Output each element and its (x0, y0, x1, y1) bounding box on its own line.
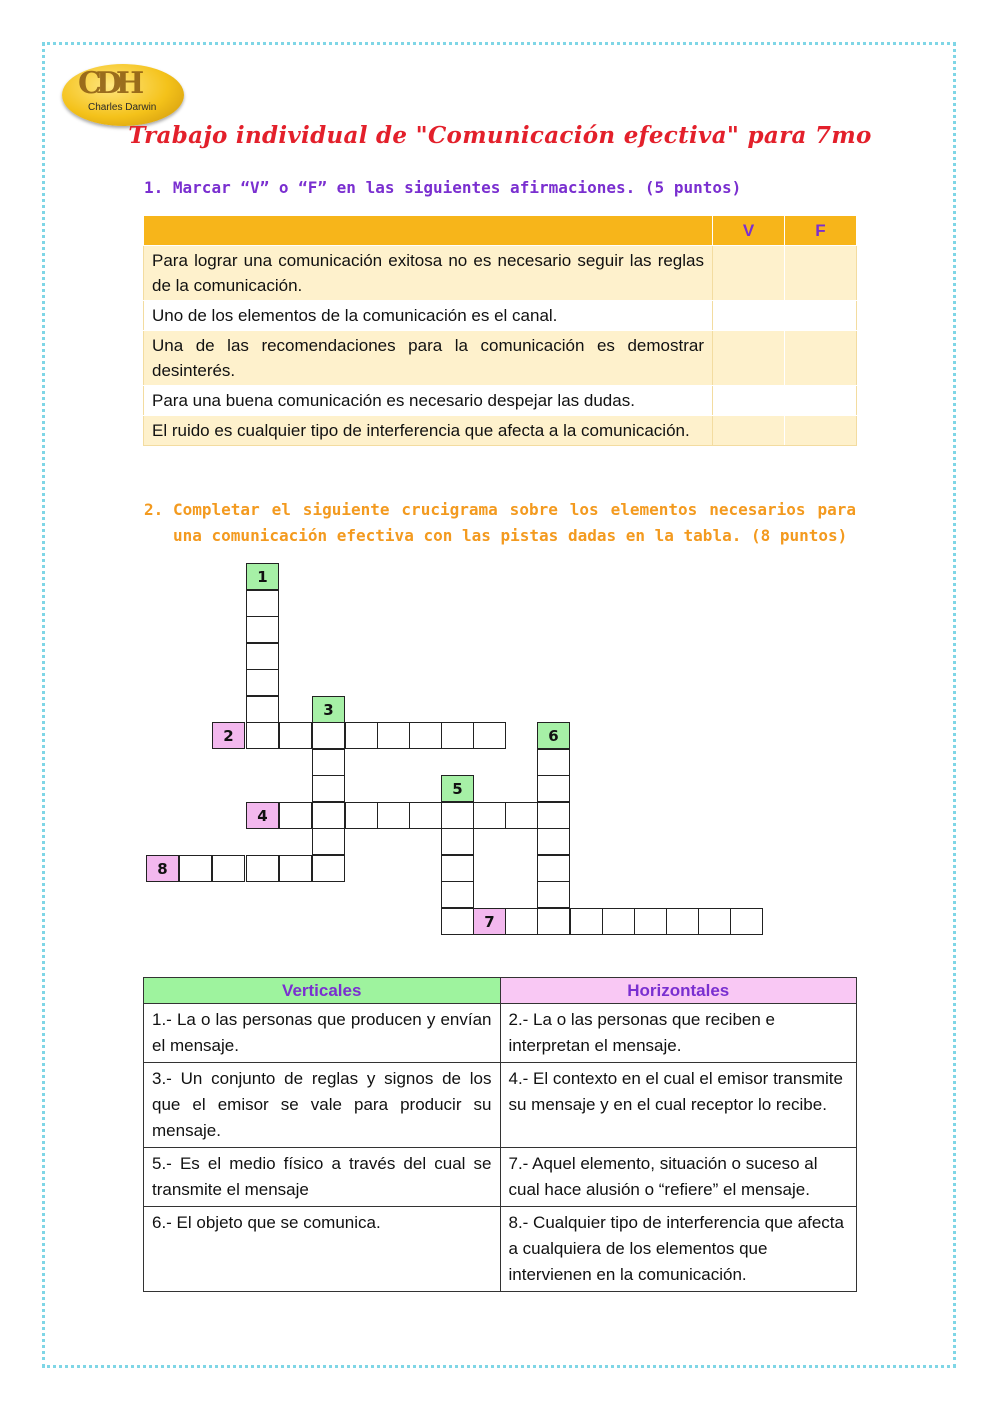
crossword-answer-cell[interactable] (441, 828, 474, 855)
horizontal-clue: 4.- El contexto en el cual el emisor transmite su mensaje y en el cual receptor lo recibe. (500, 1063, 857, 1148)
question-2-number: 2. (144, 500, 164, 519)
crossword-clue-number-cell: 2 (212, 722, 245, 749)
crossword-answer-cell[interactable] (377, 722, 410, 749)
crossword-answer-cell[interactable] (179, 855, 212, 882)
clue-row (144, 1063, 857, 1148)
v-answer-cell[interactable] (713, 301, 785, 331)
crossword-clue-number-cell: 1 (246, 563, 279, 590)
crossword-answer-cell[interactable] (537, 908, 570, 935)
horizontales-header: Horizontales (500, 978, 857, 1004)
crossword-answer-cell[interactable] (666, 908, 699, 935)
crossword-answer-cell[interactable] (570, 908, 603, 935)
crossword-answer-cell[interactable] (698, 908, 731, 935)
statement-row (144, 246, 857, 301)
question-1 (144, 178, 741, 197)
clues-table (143, 977, 857, 1292)
crossword-answer-cell[interactable] (312, 828, 345, 855)
clue-row (144, 1148, 857, 1207)
crossword-answer-cell[interactable] (441, 802, 474, 829)
crossword-answer-cell[interactable] (279, 722, 312, 749)
crossword-answer-cell[interactable] (537, 881, 570, 908)
f-column-header: F (785, 216, 857, 246)
crossword-answer-cell[interactable] (537, 828, 570, 855)
statement-text: Para lograr una comunicación exitosa no es necesario seguir las reglas de la comunicación. (144, 246, 713, 301)
vertical-clue: 1.- La o las personas que producen y envían el mensaje. (144, 1004, 501, 1063)
v-answer-cell[interactable] (713, 416, 785, 446)
v-answer-cell[interactable] (713, 246, 785, 301)
statement-text: Para una buena comunicación es necesario despejar las dudas. (144, 386, 713, 416)
crossword-answer-cell[interactable] (246, 616, 279, 643)
crossword-answer-cell[interactable] (473, 802, 506, 829)
statement-header (144, 216, 713, 246)
true-false-table (143, 215, 857, 446)
f-answer-cell[interactable] (785, 331, 857, 386)
statement-row (144, 416, 857, 446)
crossword-answer-cell[interactable] (409, 802, 442, 829)
crossword-answer-cell[interactable] (602, 908, 635, 935)
crossword-answer-cell[interactable] (279, 855, 312, 882)
crossword-answer-cell[interactable] (312, 749, 345, 776)
f-answer-cell[interactable] (785, 301, 857, 331)
page-title: Trabajo individual de "Comunicación efectiva" para 7mo (128, 122, 872, 149)
crossword-clue-number-cell: 8 (146, 855, 179, 882)
crossword-answer-cell[interactable] (279, 802, 312, 829)
crossword-answer-cell[interactable] (312, 775, 345, 802)
logo-monogram: CDH (78, 66, 139, 101)
statement-text: El ruido es cualquier tipo de interferencia que afecta a la comunicación. (144, 416, 713, 446)
f-answer-cell[interactable] (785, 416, 857, 446)
crossword-answer-cell[interactable] (246, 722, 279, 749)
crossword-answer-cell[interactable] (246, 669, 279, 696)
crossword-answer-cell[interactable] (441, 908, 474, 935)
crossword-answer-cell[interactable] (246, 696, 279, 723)
horizontal-clue: 2.- La o las personas que reciben e interpretan el mensaje. (500, 1004, 857, 1063)
horizontal-clue: 8.- Cualquier tipo de interferencia que afecta a cualquiera de los elementos que intervienen en la comunicación. (500, 1207, 857, 1292)
logo-name: Charles Darwin (88, 102, 157, 113)
crossword-answer-cell[interactable] (537, 775, 570, 802)
crossword-clue-number-cell: 3 (312, 696, 345, 723)
crossword-answer-cell[interactable] (441, 855, 474, 882)
f-answer-cell[interactable] (785, 246, 857, 301)
crossword-answer-cell[interactable] (345, 722, 378, 749)
crossword-answer-cell[interactable] (537, 802, 570, 829)
crossword-answer-cell[interactable] (312, 802, 345, 829)
crossword-answer-cell[interactable] (409, 722, 442, 749)
crossword-answer-cell[interactable] (246, 643, 279, 670)
verticales-header: Verticales (144, 978, 501, 1004)
statement-row (144, 386, 857, 416)
vertical-clue: 3.- Un conjunto de reglas y signos de los que el emisor se vale para producir su mensaje. (144, 1063, 501, 1148)
question-2-text: Completar el siguiente crucigrama sobre los elementos necesarios para una comunicación efectiva con las pistas dadas en la tabla. (8 puntos) (173, 500, 856, 545)
crossword-clue-number-cell: 5 (441, 775, 474, 802)
question-1-text: Marcar “V” o “F” en las siguientes afirmaciones. (5 puntos) (172, 178, 742, 197)
crossword-answer-cell[interactable] (505, 908, 538, 935)
crossword-answer-cell[interactable] (312, 855, 345, 882)
crossword-clue-number-cell: 6 (537, 722, 570, 749)
crossword-clue-number-cell: 7 (473, 908, 506, 935)
statement-text: Una de las recomendaciones para la comunicación es demostrar desinterés. (144, 331, 713, 386)
crossword-clue-number-cell: 4 (246, 802, 279, 829)
crossword-answer-cell[interactable] (212, 855, 245, 882)
f-answer-cell[interactable] (785, 386, 857, 416)
v-answer-cell[interactable] (713, 331, 785, 386)
crossword-answer-cell[interactable] (246, 855, 279, 882)
v-answer-cell[interactable] (713, 386, 785, 416)
crossword-answer-cell[interactable] (377, 802, 410, 829)
crossword-answer-cell[interactable] (505, 802, 538, 829)
statement-text: Uno de los elementos de la comunicación es el canal. (144, 301, 713, 331)
crossword-answer-cell[interactable] (730, 908, 763, 935)
crossword-answer-cell[interactable] (312, 722, 345, 749)
crossword-answer-cell[interactable] (441, 881, 474, 908)
clue-row (144, 1004, 857, 1063)
vertical-clue: 5.- Es el medio físico a través del cual se transmite el mensaje (144, 1148, 501, 1207)
crossword-answer-cell[interactable] (345, 802, 378, 829)
statement-row (144, 331, 857, 386)
statement-row (144, 301, 857, 331)
horizontal-clue: 7.- Aquel elemento, situación o suceso al cual hace alusión o “refiere” el mensaje. (500, 1148, 857, 1207)
question-1-number: 1. (144, 178, 164, 197)
crossword-answer-cell[interactable] (246, 590, 279, 617)
crossword-answer-cell[interactable] (441, 722, 474, 749)
vertical-clue: 6.- El objeto que se comunica. (144, 1207, 501, 1292)
clue-row (144, 1207, 857, 1292)
crossword-answer-cell[interactable] (634, 908, 667, 935)
school-logo (62, 64, 184, 126)
question-2 (144, 497, 856, 549)
crossword-answer-cell[interactable] (537, 855, 570, 882)
crossword-answer-cell[interactable] (537, 749, 570, 776)
v-column-header: V (713, 216, 785, 246)
crossword-answer-cell[interactable] (473, 722, 506, 749)
